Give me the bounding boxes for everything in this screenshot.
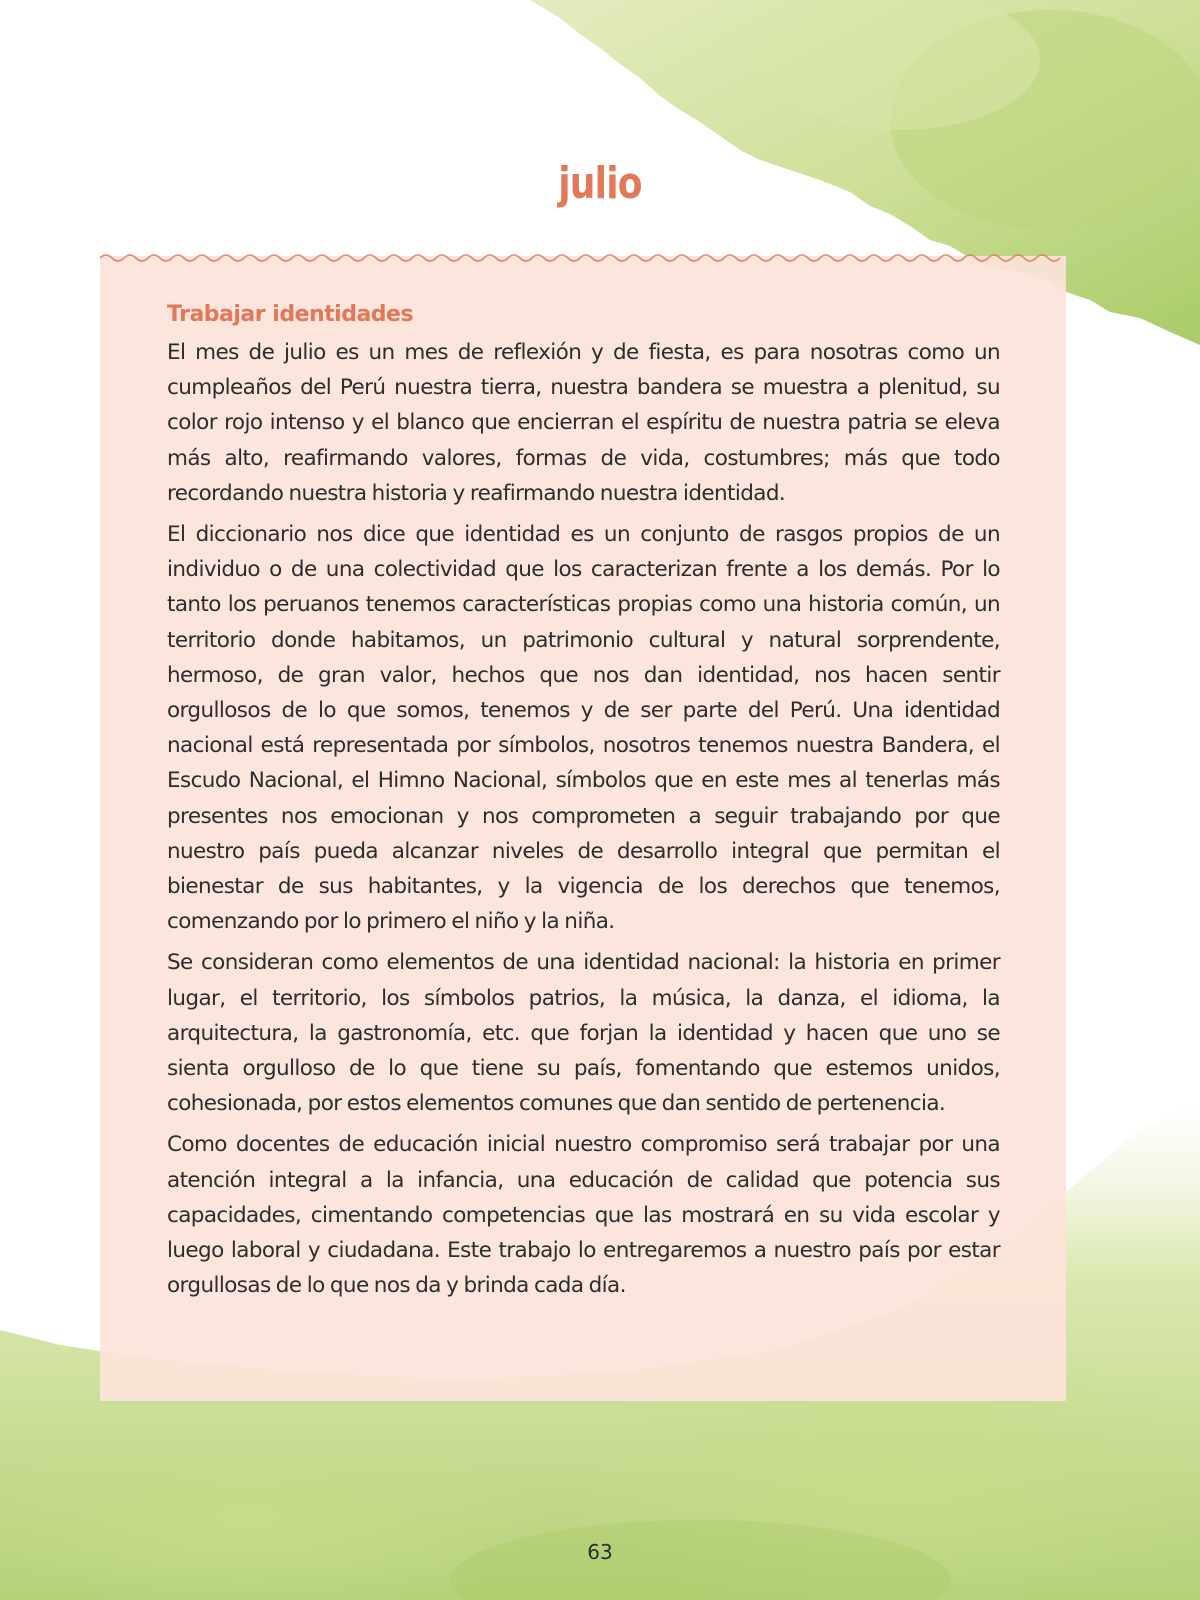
paragraph: Como docentes de educación inicial nuestro compromiso será trabajar por una atención integral a la infancia, una educación de calidad que potencia sus capacidades, cimentando competencias que las mostrará en su vida escolar y luego laboral y ciudadana. Este trabajo lo entregaremos a nuestro país por estar orgullosas de lo que nos da y brinda cada día.: [167, 1132, 1000, 1299]
article-content: [167, 302, 1000, 1309]
decorative-wavy-rule: [100, 250, 1066, 266]
paragraph: El diccionario nos dice que identidad es un conjunto de rasgos propios de un individuo o de una colectividad que los caracterizan frente a los demás. Por lo tanto los peruanos tenemos características propias como una historia común, un territorio donde habitamos, un patrimonio cultural y natural sorprendente, hermoso, de gran valor, hechos que nos dan identidad, nos hacen sentir orgullosos de lo que somos, tenemos y de ser parte del Perú. Una identidad nacional está representada por símbolos, nosotros tenemos nuestra Bandera, el Escudo Nacional, el Himno Nacional, símbolos que en este mes al tenerlas más presentes nos emocionan y nos comprometen a seguir trabajando por que nuestro país pueda alcanzar niveles de desarrollo integral que permitan el bienestar de sus habitantes, y la vigencia de los derechos que tenemos, comenzando por lo primero el niño y la niña.: [167, 522, 1000, 935]
page-number: 63: [587, 1540, 613, 1564]
section-heading: Trabajar identidades: [167, 302, 414, 327]
paragraph: El mes de julio es un mes de reflexión y de fiesta, es para nosotras como un cumpleaños del Perú nuestra tierra, nuestra bandera se muestra a plenitud, su color rojo intenso y el blanco que encierran el espíritu de nuestra patria se eleva más alto, reafirmando valores, formas de vida, costumbres; más que todo recordando nuestra historia y reafirmando nuestra identidad.: [167, 340, 1000, 506]
paragraph: Se consideran como elementos de una identidad nacional: la historia en primer lugar, el territorio, los símbolos patrios, la música, la danza, el idioma, la arquitectura, la gastronomía, etc. que forjan la identidad y hacen que uno se sienta orgulloso de lo que tiene su país, fomentando que estemos unidos, cohesionada, por estos elementos comunes que dan sentido de pertenencia.: [167, 950, 1000, 1117]
page-title: julio: [558, 158, 642, 209]
